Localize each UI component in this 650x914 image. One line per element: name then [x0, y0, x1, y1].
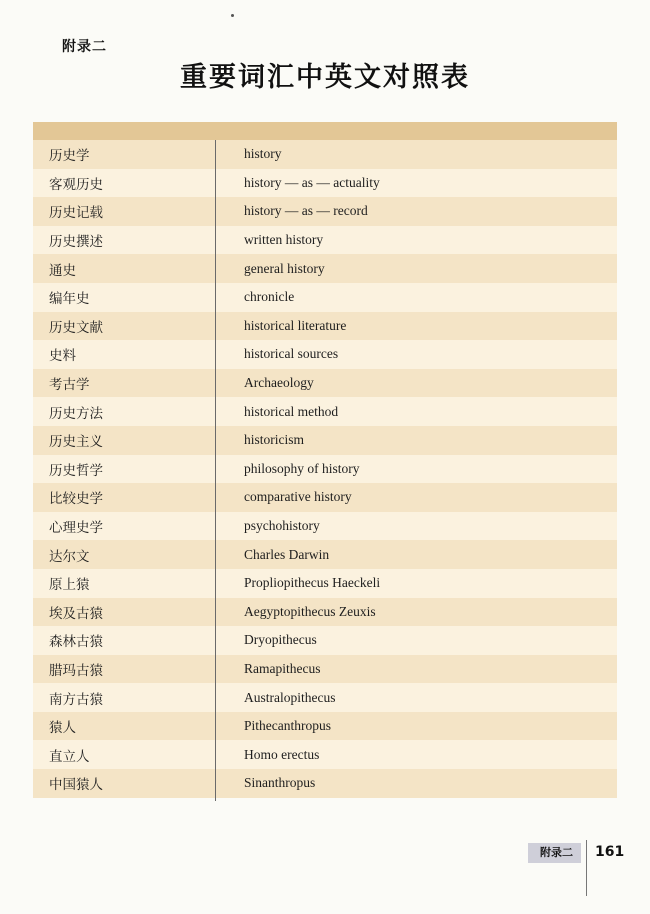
term-english: Propliopithecus Haeckeli [244, 575, 381, 591]
table-row [33, 169, 617, 198]
term-english: Pithecanthropus [244, 718, 331, 734]
term-chinese: 史料 [49, 348, 76, 365]
term-english: historical literature [244, 317, 347, 333]
term-english: comparative history [244, 489, 352, 505]
term-english: Charles Darwin [244, 546, 330, 562]
term-chinese: 达尔文 [49, 548, 90, 565]
term-english: general history [244, 260, 325, 276]
table-row [33, 483, 617, 512]
table-row [33, 683, 617, 712]
column-divider [215, 140, 216, 801]
table-row [33, 626, 617, 655]
table-row [33, 512, 617, 541]
term-english: philosophy of history [244, 460, 360, 476]
term-chinese: 编年史 [49, 291, 90, 308]
table-row [33, 226, 617, 255]
term-chinese: 比较史学 [49, 491, 103, 508]
table-row [33, 540, 617, 569]
term-english: historical sources [244, 346, 339, 362]
term-chinese: 直立人 [49, 748, 90, 765]
footer-section-tab: 附录二 [528, 843, 581, 863]
term-chinese: 心理史学 [49, 520, 103, 537]
term-chinese: 森林古猿 [49, 634, 103, 651]
term-chinese: 历史记载 [49, 205, 103, 222]
page-title: 重要词汇中英文对照表 [180, 62, 470, 93]
term-chinese: 猿人 [49, 720, 76, 737]
footer-rule [586, 840, 587, 896]
term-english: Ramapithecus [244, 660, 321, 676]
table-row [33, 369, 617, 398]
table-row [33, 140, 617, 169]
table-row [33, 655, 617, 684]
term-chinese: 埃及古猿 [49, 605, 103, 622]
term-english: history — as — record [244, 203, 368, 219]
table-row [33, 340, 617, 369]
term-chinese: 客观历史 [49, 176, 103, 193]
table-row [33, 455, 617, 484]
term-chinese: 历史方法 [49, 405, 103, 422]
term-chinese: 腊玛古猿 [49, 662, 103, 679]
table-row [33, 769, 617, 798]
term-english: chronicle [244, 289, 295, 305]
term-chinese: 中国猿人 [49, 777, 103, 794]
term-chinese: 原上猿 [49, 577, 90, 594]
table-row [33, 283, 617, 312]
term-english: Dryopithecus [244, 632, 317, 648]
term-english: history — as — actuality [244, 174, 380, 190]
term-chinese: 通史 [49, 262, 76, 279]
term-chinese: 历史主义 [49, 434, 103, 451]
table-row [33, 426, 617, 455]
table-row [33, 397, 617, 426]
term-english: Homo erectus [244, 746, 320, 762]
appendix-label: 附录二 [62, 39, 107, 55]
glossary-rows [33, 140, 617, 798]
term-chinese: 历史哲学 [49, 462, 103, 479]
term-english: Archaeology [244, 375, 314, 391]
table-row [33, 254, 617, 283]
table-row [33, 740, 617, 769]
term-english: psychohistory [244, 518, 320, 534]
term-chinese: 历史学 [49, 148, 90, 165]
table-row [33, 569, 617, 598]
page-number: 161 [595, 844, 625, 860]
table-row [33, 712, 617, 741]
term-english: historicism [244, 432, 304, 448]
table-row [33, 312, 617, 341]
glossary-table [33, 122, 617, 798]
table-row [33, 598, 617, 627]
term-chinese: 历史文献 [49, 319, 103, 336]
term-chinese: 历史撰述 [49, 234, 103, 251]
table-row [33, 197, 617, 226]
term-english: historical method [244, 403, 339, 419]
term-english: Australopithecus [244, 689, 336, 705]
table-header-band [33, 122, 617, 140]
term-chinese: 考古学 [49, 377, 90, 394]
term-english: written history [244, 232, 324, 248]
term-english: history [244, 146, 282, 162]
term-english: Aegyptopithecus Zeuxis [244, 603, 376, 619]
page-footer [528, 843, 581, 863]
term-chinese: 南方古猿 [49, 691, 103, 708]
term-english: Sinanthropus [244, 775, 316, 791]
print-speck [231, 14, 234, 17]
